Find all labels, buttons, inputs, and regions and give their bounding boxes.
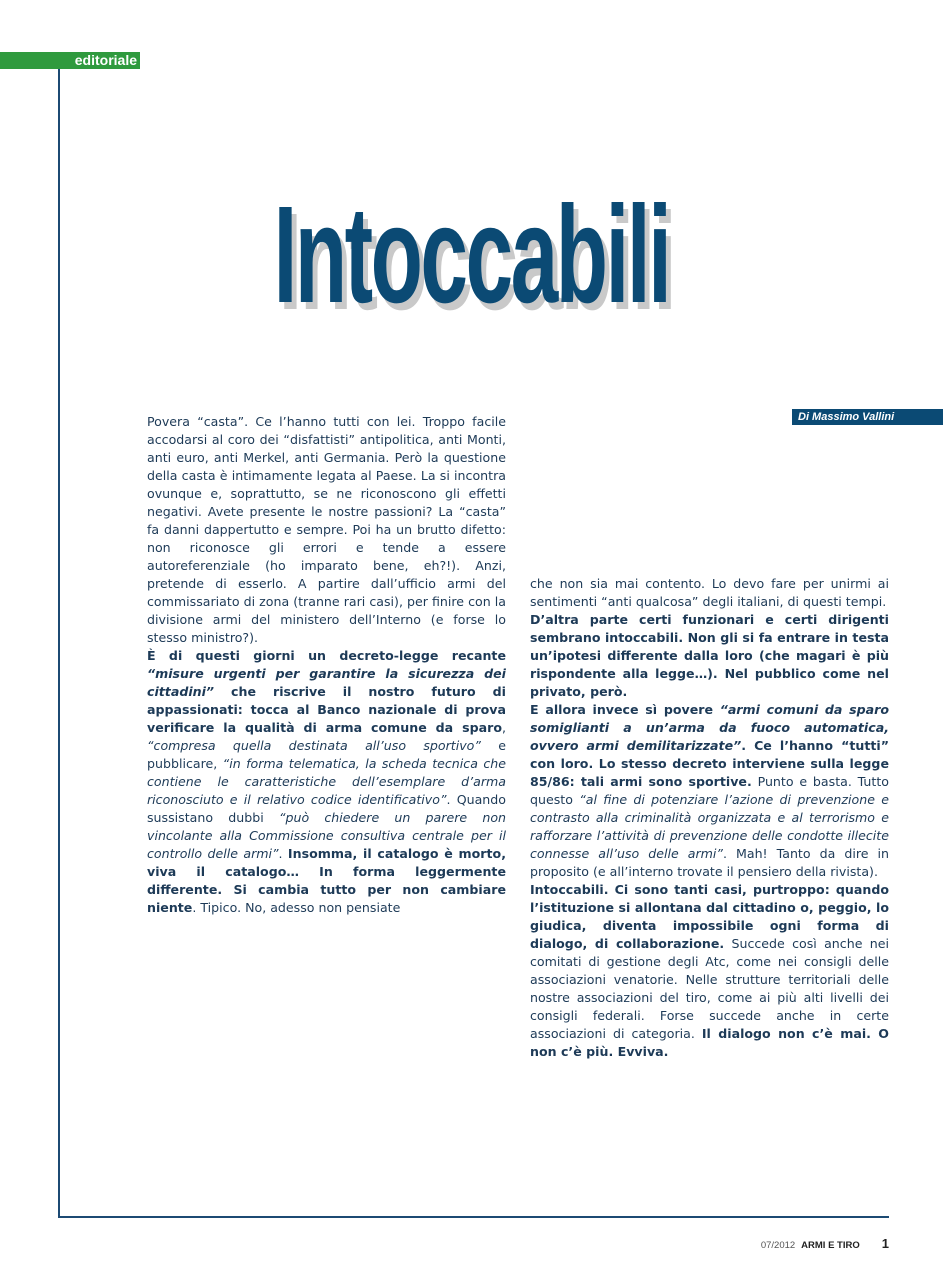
text-run: Povera “casta”. Ce l’hanno tutti con lei. Troppo facile accodarsi al coro dei “disfattisti” antipolitica, anti Monti, anti euro, anti Merkel, anti Germania. Però la questione della casta è intimamente legata al Paese. La si incontra ovunque e, soprattutto, se ne riconoscono gli effetti negativi. Avete presente le nostre passioni? La “casta” fa danni dappertutto e sempre. Poi ha un brutto difetto: non riconosce gli errori e tende a essere autoreferenziale (ho imparato bene, eh?!). Anzi, pretende di esserlo. A partire dall’ufficio armi del commissariato di zona (tranne rari casi), per finire con la divisione armi del ministero dell’Interno (e forse lo stesso ministro?). — [147, 414, 506, 645]
article-column-1 — [147, 413, 506, 917]
text-run: , — [501, 720, 506, 735]
text-run: Il dialogo non c’è mai. O non c’è più. Evviva. — [530, 1026, 889, 1059]
text-run: È di questi giorni un decreto-legge recante — [147, 648, 506, 663]
text-run: E allora invece sì povere — [530, 702, 720, 717]
text-run: che non sia mai contento. Lo devo fare per unirmi ai sentimenti “anti qualcosa” degli italiani, di questi tempi. — [530, 576, 889, 609]
text-run: che riscrive il nostro futuro di appassionati: tocca al Banco nazionale di prova verificare la qualità di arma comune da sparo — [147, 684, 506, 735]
text-run: “può chiedere un parere non vincolante alla Commissione consultiva centrale per il controllo delle armi” — [147, 810, 506, 861]
magazine-name: ARMI E TIRO — [801, 1240, 860, 1251]
page-footer — [761, 1236, 889, 1250]
author-byline: Di Massimo Vallini — [792, 409, 943, 425]
article-column-2 — [530, 575, 889, 1061]
text-run: . Mah! Tanto da dire in proposito (e all’interno trovate il pensiero della rivista). — [530, 846, 889, 879]
text-run: . Tipico. No, adesso non pensiate — [192, 900, 401, 915]
frame-bottom-rule — [58, 1216, 889, 1218]
text-run: . — [278, 846, 288, 861]
paragraph — [530, 575, 889, 611]
text-run: “al fine di potenziare l’azione di prevenzione e contrasto alla criminalità organizzata e al terrorismo e rafforzare l’attività di prevenzione delle condotte illecite connesse all’uso delle armi” — [530, 792, 889, 861]
text-run: Punto e basta. Tutto questo — [530, 774, 889, 807]
paragraph — [530, 701, 889, 881]
frame-left-rule — [58, 69, 60, 1218]
text-run: D’altra parte certi funzionari e certi dirigenti sembrano intoccabili. Non gli si fa entrare in testa un’ipotesi differente dalla loro (che magari è più rispondente alla legge…). Nel pubblico come nel privato, però. — [530, 612, 889, 699]
text-run: e pubblicare, — [147, 738, 506, 771]
text-run: “compresa quella destinata all’uso sportivo” — [147, 738, 481, 753]
paragraph — [530, 611, 889, 701]
paragraph — [530, 881, 889, 1061]
paragraph — [147, 647, 506, 917]
text-run: . Quando sussistano dubbi — [147, 792, 506, 825]
paragraph — [147, 413, 506, 647]
text-run: Succede così anche nei comitati di gestione degli Atc, come nei consigli delle associazioni venatorie. Nelle strutture territoriali delle nostre associazioni del tiro, come ai più alti livelli dei consigli federali. Forse succede anche in certe associazioni di categoria. — [530, 936, 889, 1041]
text-run: “in forma telematica, la scheda tecnica che contiene le caratteristiche dell’esemplare d’arma riconosciuto e il relativo codice identificativo” — [147, 756, 506, 807]
page-number: 1 — [881, 1236, 889, 1251]
text-run: . Ce l’hanno “tutti” con loro. Lo stesso decreto interviene sulla legge 85/86: tali armi sono sportive. — [530, 738, 889, 789]
text-run: Intoccabili. Ci sono tanti casi, purtroppo: quando l’istituzione si allontana dal cittadino o, peggio, lo giudica, diventa impossibile ogni forma di dialogo, di collaborazione. — [530, 882, 889, 951]
text-run: “misure urgenti per garantire la sicurezza dei cittadini” — [147, 666, 506, 699]
text-run: Insomma, il catalogo è morto, viva il catalogo… In forma leggermente differente. Si cambia tutto per non cambiare niente — [147, 846, 506, 915]
section-tag: editoriale — [0, 52, 140, 69]
issue-date: 07/2012 — [760, 1240, 796, 1251]
article-title: Intoccabili — [273, 178, 670, 332]
text-run: “armi comuni da sparo somiglianti a un’arma da fuoco automatica, ovvero armi demilitarizzate” — [530, 702, 889, 753]
